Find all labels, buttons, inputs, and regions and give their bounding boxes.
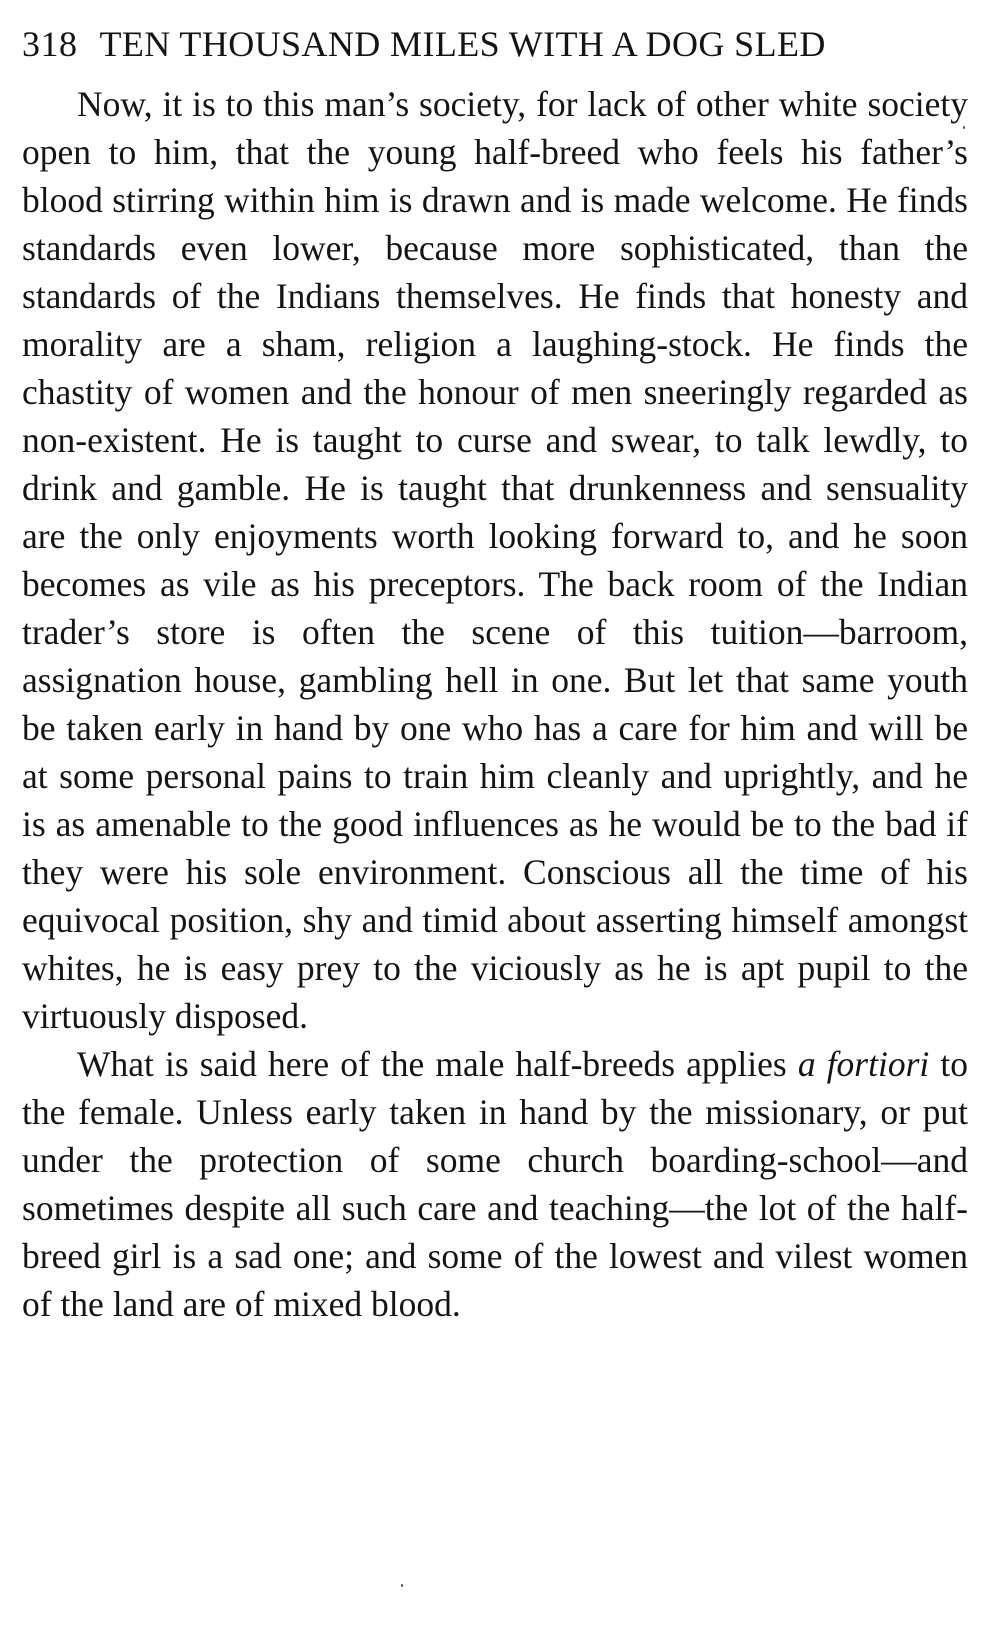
book-page: [22, 18, 968, 1328]
page-number: 318: [22, 24, 78, 64]
paragraph-2-lead: What is said here of the male half-breeds applies: [77, 1044, 798, 1084]
scan-speck: [401, 1584, 403, 1587]
italic-phrase: a fortiori: [797, 1044, 930, 1084]
paragraph-2-rest: to the female. Unless early taken in hand by the missionary, or put under the protection of some church boarding-school—and sometimes despite all such care and teaching—the lot of the half-breed girl is a sad one; and some of the lowest and vilest women of the land are of mixed blood.: [22, 1044, 968, 1324]
running-header: [22, 18, 968, 80]
paragraph-2: [22, 1040, 968, 1328]
paragraph-1: Now, it is to this man’s society, for lack of other white society open to him, that the young half-breed who feels his father’s blood stirring within him is drawn and is made welcome. He finds standards even lower, because more sophisticated, than the standards of the Indians themselves. He finds that honesty and morality are a sham, religion a laughing-stock. He finds the chastity of women and the honour of men sneeringly regarded as non-existent. He is taught to curse and swear, to talk lewdly, to drink and gamble. He is taught that drunkenness and sensuality are the only enjoyments worth looking forward to, and he soon becomes as vile as his preceptors. The back room of the Indian trader’s store is often the scene of this tuition—barroom, assignation house, gambling hell in one. But let that same youth be taken early in hand by one who has a care for him and will be at some personal pains to train him cleanly and uprightly, and he is as amenable to the good influences as he would be to the bad if they were his sole environment. Conscious all the time of his equivocal position, shy and timid about asserting himself amongst whites, he is easy prey to the viciously as he is apt pupil to the virtuously disposed.: [22, 84, 968, 1036]
scan-speck: [963, 126, 965, 129]
running-title: TEN THOUSAND MILES WITH A DOG SLED: [99, 24, 826, 64]
body-text: [22, 80, 968, 1328]
